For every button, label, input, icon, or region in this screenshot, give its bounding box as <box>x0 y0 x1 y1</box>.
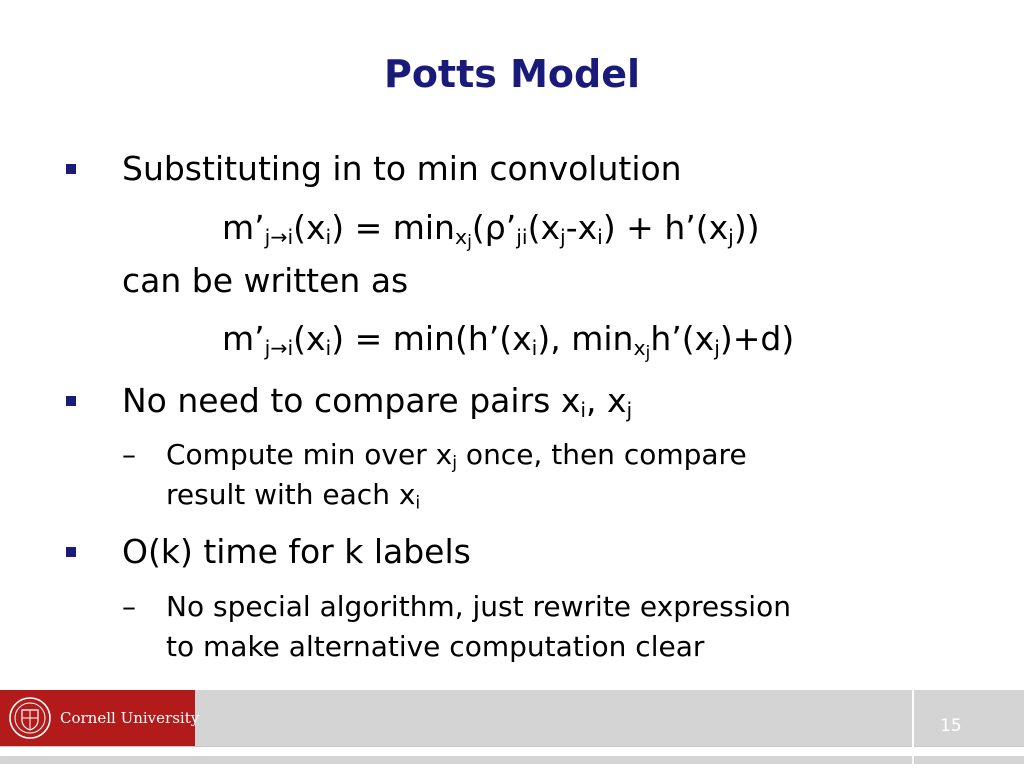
slide-title: Potts Model <box>383 52 641 96</box>
bullet-3-text: O(k) time for k labels <box>122 532 471 571</box>
cornell-seal-icon <box>8 696 52 740</box>
formula-1: $m’_{j\to i}(x_i)$ = $\min_{x_j}(\rho’_{ji}(x_j-x_i)$ + $h’(x_j)$) <box>222 208 760 253</box>
sub-bullet-3-line-2: to make alternative computation clear <box>166 630 705 663</box>
sub-bullet-2-line-1: Compute min over $x_j$ once, then compare <box>166 438 747 474</box>
cornell-logo <box>0 690 200 746</box>
can-be-written-text: can be written as <box>122 261 409 300</box>
footer-divider <box>912 690 914 768</box>
bullet-marker-1 <box>66 164 76 174</box>
formula-2: $m’_{j\to i}(x_i)$ = $\min(h’(x_i)$, $\min_{x_j}h’(x_j)+d$) <box>222 319 795 364</box>
sub-bullet-dash-2: – <box>122 590 136 623</box>
bullet-2-text: No need to compare pairs $x_i$, $x_j$ <box>122 381 633 423</box>
cornell-university-text: Cornell University <box>60 709 200 727</box>
page-number: 15 <box>940 716 962 736</box>
sub-bullet-2-line-2: result with each $x_i$ <box>166 478 421 514</box>
sub-bullet-3-line-1: No special algorithm, just rewrite expression <box>166 590 791 623</box>
bullet-marker-2 <box>66 396 76 406</box>
bullet-1-text: Substituting in to min convolution <box>122 149 682 188</box>
bullet-marker-3 <box>66 547 76 557</box>
footer-stripe <box>0 756 1024 764</box>
sub-bullet-dash-1: – <box>122 438 136 471</box>
